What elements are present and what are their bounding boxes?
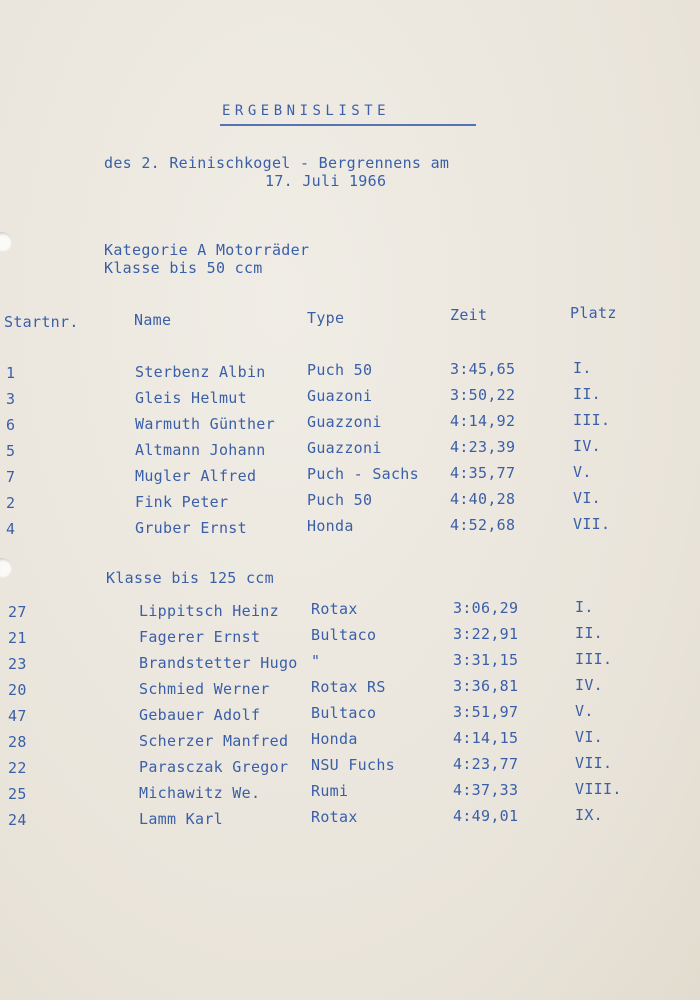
- class-125-label: Klasse bis 125 ccm: [106, 569, 274, 587]
- cell-name: Schmied Werner: [139, 679, 270, 698]
- cell-name: Scherzer Manfred: [139, 731, 289, 750]
- cell-startnr: 1: [6, 364, 16, 382]
- cell-startnr: 21: [8, 629, 27, 647]
- cell-platz: VIII.: [575, 779, 622, 798]
- subtitle-line-2: 17. Juli 1966: [265, 172, 387, 190]
- cell-name: Gruber Ernst: [135, 518, 247, 537]
- category-label: Kategorie A Motorräder: [104, 241, 310, 259]
- cell-type: NSU Fuchs: [311, 756, 395, 775]
- punch-hole: [0, 232, 12, 252]
- cell-type: Rumi: [311, 782, 349, 801]
- cell-type: Guazoni: [307, 387, 373, 406]
- header-type: Type: [307, 309, 345, 327]
- cell-name: Lippitsch Heinz: [139, 601, 279, 620]
- cell-zeit: 4:49,01: [453, 807, 519, 826]
- cell-name: Michawitz We.: [139, 783, 261, 802]
- cell-name: Gleis Helmut: [135, 388, 247, 407]
- cell-startnr: 28: [8, 733, 27, 751]
- cell-platz: I.: [575, 597, 594, 616]
- cell-zeit: 3:51,97: [453, 703, 519, 722]
- cell-zeit: 4:52,68: [450, 516, 516, 535]
- cell-name: Gebauer Adolf: [139, 705, 261, 724]
- cell-type: Guazzoni: [307, 439, 382, 458]
- cell-name: Brandstetter Hugo: [139, 653, 298, 672]
- cell-startnr: 25: [8, 785, 27, 803]
- cell-platz: VII.: [575, 753, 613, 772]
- cell-type: Bultaco: [311, 704, 377, 723]
- cell-platz: II.: [573, 384, 601, 403]
- cell-name: Fink Peter: [135, 492, 229, 511]
- cell-platz: V.: [573, 462, 592, 481]
- header-name: Name: [134, 311, 172, 329]
- cell-type: ": [311, 652, 321, 671]
- cell-type: Rotax: [311, 808, 358, 827]
- cell-platz: I.: [573, 358, 592, 377]
- cell-type: Puch 50: [307, 361, 373, 380]
- cell-zeit: 4:40,28: [450, 490, 516, 509]
- cell-platz: VII.: [573, 514, 611, 533]
- cell-zeit: 4:23,77: [453, 755, 519, 774]
- cell-platz: V.: [575, 701, 594, 720]
- cell-zeit: 3:50,22: [450, 386, 516, 405]
- cell-platz: III.: [573, 410, 611, 429]
- cell-zeit: 3:22,91: [453, 625, 519, 644]
- cell-name: Lamm Karl: [139, 809, 223, 828]
- title-underline: [220, 124, 476, 126]
- cell-zeit: 3:31,15: [453, 651, 519, 670]
- cell-name: Altmann Johann: [135, 440, 266, 459]
- cell-type: Honda: [307, 517, 354, 536]
- cell-startnr: 24: [8, 811, 27, 829]
- cell-zeit: 3:36,81: [453, 677, 519, 696]
- cell-platz: III.: [575, 649, 613, 668]
- cell-type: Honda: [311, 730, 358, 749]
- cell-platz: IV.: [575, 675, 603, 694]
- cell-startnr: 6: [6, 416, 16, 434]
- cell-startnr: 5: [6, 442, 16, 460]
- class-50-label: Klasse bis 50 ccm: [104, 259, 263, 277]
- cell-startnr: 22: [8, 759, 27, 777]
- cell-name: Warmuth Günther: [135, 414, 275, 433]
- cell-type: Puch 50: [307, 491, 373, 510]
- punch-hole: [0, 558, 12, 578]
- cell-startnr: 4: [6, 520, 16, 538]
- cell-startnr: 2: [6, 494, 16, 512]
- cell-type: Guazzoni: [307, 413, 382, 432]
- cell-name: Mugler Alfred: [135, 466, 257, 485]
- cell-zeit: 3:06,29: [453, 599, 519, 618]
- cell-platz: II.: [575, 623, 603, 642]
- cell-startnr: 27: [8, 603, 27, 621]
- cell-startnr: 3: [6, 390, 16, 408]
- cell-type: Rotax RS: [311, 678, 386, 697]
- cell-zeit: 4:14,15: [453, 729, 519, 748]
- cell-name: Sterbenz Albin: [135, 362, 266, 381]
- cell-zeit: 4:35,77: [450, 464, 516, 483]
- cell-zeit: 4:14,92: [450, 412, 516, 431]
- cell-platz: VI.: [575, 727, 603, 746]
- cell-type: Puch - Sachs: [307, 465, 419, 484]
- header-platz: Platz: [570, 304, 617, 322]
- cell-type: Rotax: [311, 600, 358, 619]
- header-zeit: Zeit: [450, 306, 488, 324]
- cell-platz: VI.: [573, 488, 601, 507]
- subtitle-line-1: des 2. Reinischkogel - Bergrennens am: [104, 154, 450, 172]
- cell-startnr: 7: [6, 468, 16, 486]
- document-title: ERGEBNISLISTE: [222, 103, 391, 119]
- cell-zeit: 3:45,65: [450, 360, 516, 379]
- cell-zeit: 4:23,39: [450, 438, 516, 457]
- cell-type: Bultaco: [311, 626, 377, 645]
- cell-zeit: 4:37,33: [453, 781, 519, 800]
- cell-name: Parasczak Gregor: [139, 757, 289, 776]
- cell-startnr: 23: [8, 655, 27, 673]
- cell-startnr: 20: [8, 681, 27, 699]
- cell-platz: IX.: [575, 805, 603, 824]
- cell-platz: IV.: [573, 436, 601, 455]
- cell-name: Fagerer Ernst: [139, 627, 261, 646]
- header-startnr: Startnr.: [4, 313, 79, 331]
- cell-startnr: 47: [8, 707, 27, 725]
